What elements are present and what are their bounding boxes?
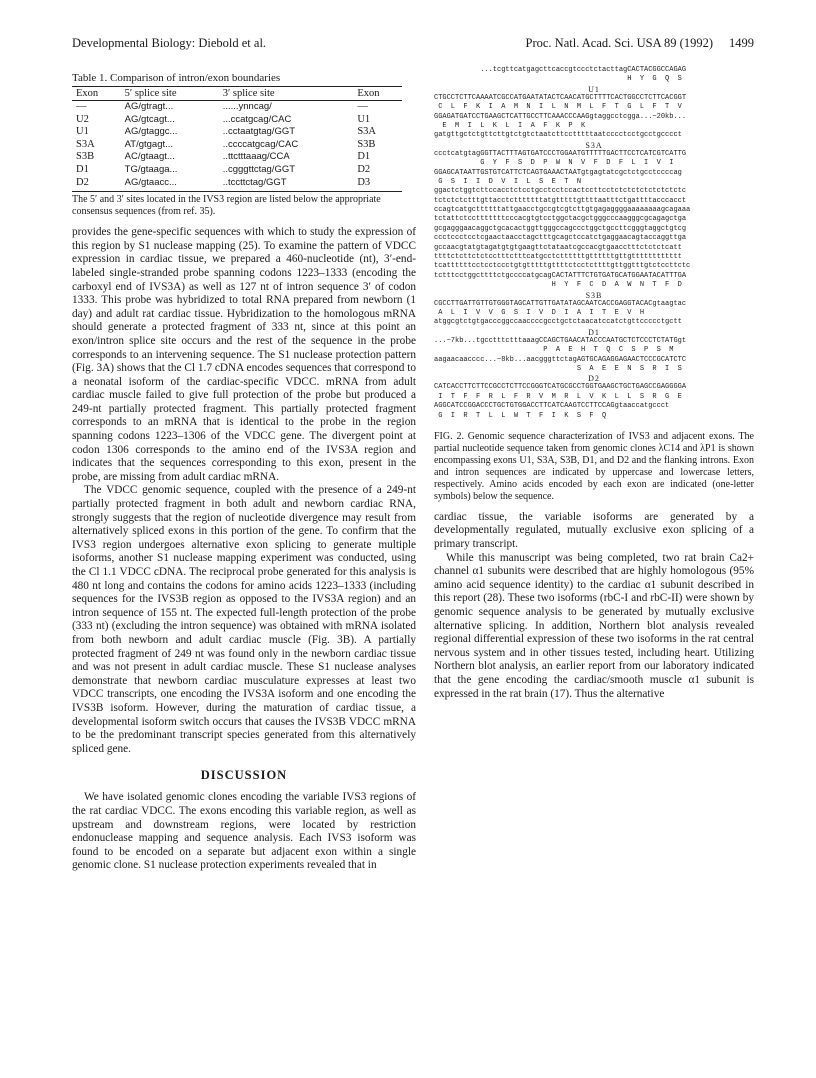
table-cell: ......ynncag/	[222, 101, 272, 112]
table-cell: D1	[357, 151, 371, 163]
table-row	[72, 177, 402, 192]
nucleotide-line: ggactctggtcttccacctctcctgcctcctccactccttcctctctctctctctctctc	[434, 187, 687, 196]
table-cell: —	[76, 101, 87, 112]
table-header-cell: Exon	[353, 87, 402, 101]
nucleotide-line: tctattctcctttttttcccacgtgtcctggctacgctgggcccaagggcgcagagctga	[434, 215, 687, 224]
table-cell: AG/gtcagt...	[124, 113, 175, 125]
amino-acid-line: G Y F S D P W N V F D F L I V I	[434, 159, 674, 168]
table-cell: U2	[76, 113, 89, 125]
body-paragraph: While this manuscript was being completed, two rat brain Ca2+ channel α1 subunits were described that are highly homologous (95% amino acid sequence identity) to the cardiac α1 subunit described in this report (28). These two isoforms (rbC-I and rbC-II) were shown by genomic sequence analysis to be generated by mutually exclusive alternative splicing. In addition, Northern blot analysis revealed regional differential expression of these two isoforms in the rat central nervous system and in other tissues tested, including heart. Utilizing Northern blot analysis, an earlier report from our laboratory indicated that the gene encoding the cardiac/smooth muscle α1 subunit is expressed in the rat brain (17). Thus the alternative	[434, 551, 754, 700]
table-row	[72, 126, 402, 139]
nucleotide-line: atggcgtctgtgacccggccaaccccgcctgctctaacatccatctgttccccctgctt	[434, 318, 682, 327]
splice-site-table	[72, 86, 402, 192]
table-cell: AG/gtaggc...	[124, 126, 178, 138]
exon-label: U1	[588, 84, 600, 94]
table-header-cell: 5′ splice site	[121, 87, 219, 101]
exon-label: S3B	[585, 290, 603, 300]
exon-label: S3A	[585, 140, 603, 150]
table-row	[72, 151, 402, 164]
nucleotide-line: gatgttgctctgttcttgtctgtctaatcttcctttttaatcccctcctgcctgcccct	[434, 131, 682, 140]
section-heading: DISCUSSION	[200, 768, 288, 783]
amino-acid-line: H Y F C D A W N T F D	[434, 281, 682, 290]
nucleotide-line: GGAGCATAATTGSTGTCATTCTCAGTGAAACTAATgtgagtatcgctctgcctccccag	[434, 168, 682, 177]
table-cell: U1	[76, 126, 89, 138]
table-row	[72, 114, 402, 127]
nucleotide-line: gcgagggaacaggctgcacactggttgggccagccctggctgccttcgggtaggctgtcg	[434, 224, 687, 233]
table-caption: Table 1. Comparison of intron/exon boundaries	[72, 72, 281, 84]
exon-label: D2	[588, 374, 600, 384]
nucleotide-line: tctttcctggcttttctgccccatgcagCACTATTTCTGTGATGCATGGAATACATTTGA	[434, 271, 687, 280]
amino-acid-line: A L I V V G S I V D I A I T E V H	[434, 308, 645, 317]
nucleotide-line: tctctctctttgttacctctttttttatgtttttgttttaatttctgattttacccacct	[434, 196, 687, 205]
nucleotide-line: CATCACCTTCTTCCGCCTCTTCCGGGTCATGCGCCTGGTGAAGCTGCTGAGCCGAGGGGA	[434, 383, 687, 392]
nucleotide-line: AGGCATCCGGACCCTGCTGTGGACCTTCATCAAGTCCTTCCAGgtaaccatgccct	[434, 402, 670, 411]
amino-acid-line: P A E H T Q C S P S M	[434, 346, 674, 355]
nucleotide-line: ...tcgttcatgagcttcaccgtccctctacttagCACTACGGCCAGAG	[434, 66, 687, 74]
table-cell: U1	[357, 113, 371, 125]
exon-label: D1	[588, 327, 600, 337]
amino-acid-line: E M I L K L I A F K P K	[434, 121, 586, 130]
table-cell: D1	[76, 163, 89, 175]
table-cell: TG/gtaaga...	[124, 163, 178, 175]
nucleotide-line: CGCCTTGATTGTTGTGGGTAGCATTGTTGATATAGCAATCACCGAGGTACACgtaagtac	[434, 299, 687, 308]
page-header	[0, 36, 816, 56]
body-paragraph: The VDCC genomic sequence, coupled with the presence of a 249-nt partially protected fragment in both adult and newborn cardiac RNA, strongly suggests that the region of nucleotide divergence may result from alternatively spliced exons in this portion of the gene. To confirm that the IVS3 region undergoes alternative exon splicing to generate multiple isoforms, another S1 nuclease mapping experiment was conducted, using the Cl 1.1 VDCC cDNA. The reciprocal probe generated for this analysis is 480 nt long and contains the codons for amino acids 1223–1333 (including sequences for the IVS3B region as opposed to the IVS3A region) and an intron sequence of 155 nt. The expected full-length protection of the probe (333 nt) (excluding the intron sequence) was obtained with mRNA isolated from both newborn and adult cardiac muscle (Fig. 3B). A partially protected fragment of 249 nt was found only in the newborn cardiac tissue and was not present in adult cardiac muscle. These S1 nuclease analyses demonstrate that newborn cardiac musculature expresses at least two VDCC transcripts, one encoding the IVS3A isoform and one encoding the IVS3B isoform. However, during the maturation of cardiac tissue, a developmental isoform switch occurs that causes the IVS3B VDCC mRNA to be the predominant transcript species generated from this alternatively spliced gene.	[72, 484, 416, 755]
amino-acid-line: S A E E N S R I S	[434, 364, 682, 373]
table-cell: AC/gtaagt...	[124, 151, 175, 163]
right-column	[434, 66, 754, 701]
journal-section: Developmental Biology: Diebold et al.	[72, 36, 267, 50]
nucleotide-line: GGAGATGATCCTGAAGCTCATTGCCTTCAAACCCAAGgtaggcctcgga...~20kb...	[434, 112, 687, 121]
nucleotide-line: ccctccctcctcgaactaacctagctttgcagctccatctgaggaacagtaccaggttga	[434, 234, 687, 243]
nucleotide-line: aagaacaacccc...~8kb...aacgggttctagAGTGCAGAGGAGAACTCCCGCATCTC	[434, 355, 687, 364]
table-cell: S3A	[357, 126, 376, 138]
nucleotide-line: ccagtcatgcttttttattgaacctgccgtcgtcttgtgagaggggaaaaaaaagcagaaa	[434, 206, 691, 215]
left-column	[72, 66, 416, 873]
table-footnote: The 5′ and 3′ sites located in the IVS3 region are listed below the appropriate consensus sequences (from ref. 35).	[72, 194, 381, 218]
journal-citation	[526, 36, 754, 51]
table-cell: ...ccatgcag/CAC	[222, 113, 292, 125]
table-row	[72, 164, 402, 177]
table-cell: D2	[357, 163, 371, 175]
amino-acid-line: G I R T L L W T F I K S F Q	[434, 411, 607, 420]
table-cell: ..ccccatgcag/CAC	[222, 138, 299, 150]
amino-acid-line: G S I I D V I L S E T N	[434, 177, 582, 186]
nucleotide-line: ttttctcttctctcctttctttcatgcctcttttttgttttttgttgtttttttttttt	[434, 253, 682, 262]
table-header-cell: Exon	[72, 87, 121, 101]
table-cell: S3B	[357, 138, 376, 150]
genomic-sequence-figure	[434, 66, 754, 421]
table-cell: AG/gtragt...	[124, 101, 174, 112]
table-cell: S3A	[76, 138, 95, 150]
table-row	[72, 101, 402, 114]
nucleotide-line: CTGCCTCTTCAAAATCGCCATGAATATACTCAACATGCTTTTCACTGGCCTCTTCACGGT	[434, 93, 687, 102]
page-number: 1499	[729, 36, 754, 50]
table-cell: ..cgggttctag/GGT	[222, 163, 296, 175]
amino-acid-line: I T F F R L F R V M R L V K L L S R G E	[434, 392, 682, 401]
body-paragraph: cardiac tissue, the variable isoforms are generated by a developmentally regulated, mutually exclusive exon splicing of a primary transcript.	[434, 510, 754, 551]
table-cell: S3B	[76, 151, 95, 163]
body-paragraph: provides the gene-specific sequences with which to study the expression of this region by S1 nuclease mapping (25). To examine the pattern of VDCC expression in cardiac tissue, we prepared a 460-nucleotide (nt), 3′-end-labeled single-stranded probe spanning codons 1223–1333 (encoding the carboxyl end of IVS3A) as well as 127 nt of intron sequence 3′ of codon 1333. This probe was hybridized to total RNA prepared from newborn (1 day) and adult rat cardiac tissue. Hybridization to the homologous mRNA should generate a protected fragment of 333 nt, since at this point an exon/intron splice site occurs and the rest of the sequence in the probe corresponds to an intervening sequence. The S1 nuclease protection pattern (Fig. 3A) shows that the Cl 1.7 cDNA encodes sequences that correspond to a neonatal isoform of the cardiac-specific VDCC. mRNA from adult cardiac muscle failed to give full protection of the probe but produced a 249-nt partially protected fragment. This partially protected fragment corresponds to an mRNA that is identical to the probe in the region spanning codons 1223–1306 of the VDCC gene. The divergent point at codon 1306 corresponds to the amino end of the IVS3A region and indicates that the sequences corresponding to this exon, present in the probe, are missing from adult cardiac mRNA.	[72, 226, 416, 483]
table-cell: —	[357, 101, 368, 112]
figure-caption: FIG. 2. Genomic sequence characterization of IVS3 and adjacent exons. The partial nucleotide sequence taken from genomic clones λC14 and λP1 is shown encompassing exons U1, S3A, S3B, D1, and D2 and the flanking introns. Exon and intron sequences are indicated by uppercase and lowercase letters, respectively. Amino acids encoded by each exon are indicated (one-letter symbols) below the sequence.	[434, 430, 754, 502]
discussion-paragraph: We have isolated genomic clones encoding the variable IVS3 regions of the rat cardiac VDCC. The exons encoding this variable region, as well as upstream and downstream regions, were located by restriction endonuclease mapping and sequence analysis. Each IVS3 isoform was found to be encoded on a separate but adjacent exon within a single genomic clone. S1 nuclease protection experiments revealed that in	[72, 791, 416, 872]
nucleotide-line: gccaacgtatgtagatgtgtgaagttctataatcgccacgtgaacctttctctctcatt	[434, 243, 682, 252]
table-cell: ..cctaatgtag/GGT	[222, 126, 296, 138]
table-cell: D2	[72, 177, 121, 192]
table-cell: D3	[353, 177, 402, 192]
table-cell: ..tccttctag/GGT	[219, 177, 354, 192]
table-cell: AG/gtaacc...	[121, 177, 219, 192]
table-header-cell: 3′ splice site	[219, 87, 354, 101]
table-cell: AT/gtgagt...	[124, 138, 174, 150]
nucleotide-line: ccctcatgtagGGTTACTTTAGTGATCCCTGGAATGTTTTTGACTTCCTCATCGTCATTG	[434, 149, 687, 158]
table-cell: ..ttctttaaag/CCA	[222, 151, 290, 163]
nucleotide-line: tcattttttcctcctccctgtgtttttgttttctcctcttttgttggtttgtctccttctc	[434, 262, 691, 271]
amino-acid-line: H Y G Q S	[434, 75, 682, 84]
citation-text: Proc. Natl. Acad. Sci. USA 89 (1992)	[525, 36, 713, 50]
amino-acid-line: C L F K I A M N I L N M L F T G L F T V	[434, 103, 682, 112]
table-row	[72, 139, 402, 152]
nucleotide-line: ...~7kb...tgcctttctttaaagCCAGCTGAACATACCCAATGCTCTCCCTCTATGgt	[434, 336, 687, 345]
